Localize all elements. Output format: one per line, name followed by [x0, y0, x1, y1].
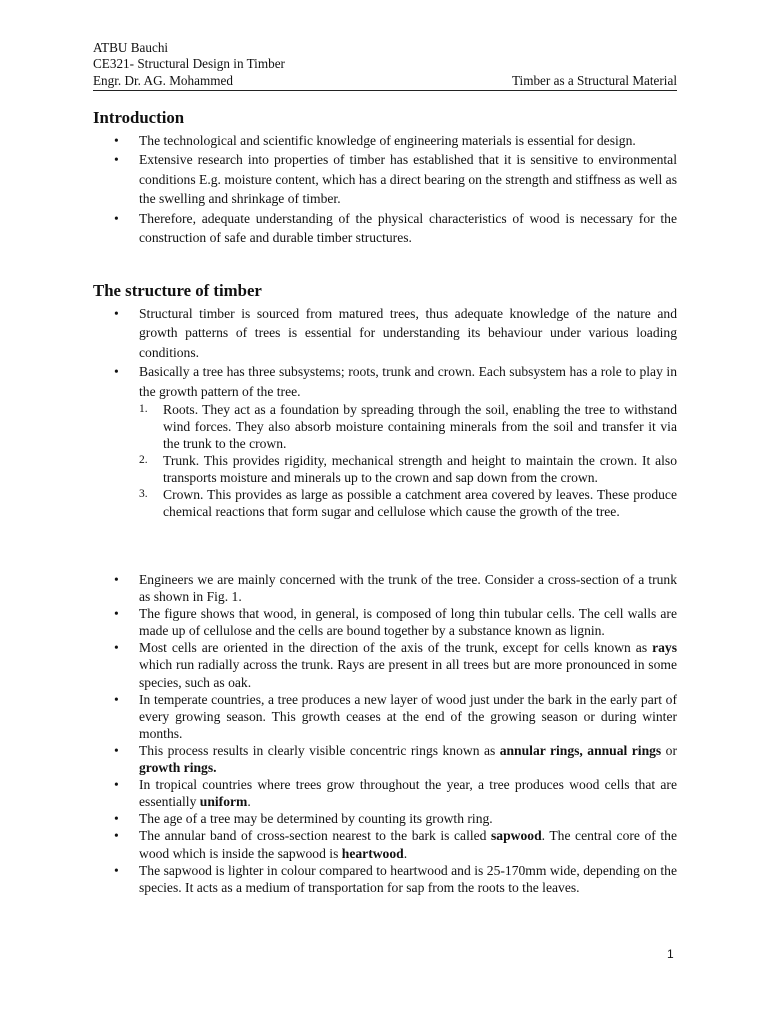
text-run: This process results in clearly visible concentric rings known as — [139, 742, 500, 758]
list-item — [114, 639, 677, 690]
subsystem-list — [139, 401, 677, 520]
subsystem-item — [139, 401, 677, 452]
header-topic: Timber as a Structural Material — [511, 72, 677, 88]
bold-term: annular rings, annual rings — [499, 742, 662, 758]
trunk-list — [114, 571, 677, 896]
list-item — [114, 776, 677, 810]
page-number: 1 — [667, 947, 674, 961]
list-item: • The technological and scientific knowledge of engineering materials is essential for design. — [114, 131, 677, 150]
item-number: 2. — [139, 454, 148, 467]
list-item: • Extensive research into properties of timber has established that it is sensitive to environmental conditions E.g. moisture content, which has a direct bearing on the strength and stiffness as well as the swelling and shrinkage of timber. — [114, 150, 677, 208]
header-course: CE321- Structural Design in Timber — [93, 56, 285, 72]
list-item: • The age of a tree may be determined by counting its growth ring. — [114, 810, 677, 827]
list-item — [114, 827, 677, 861]
list-item: • The figure shows that wood, in general, is composed of long thin tubular cells. The cell walls are made up of cellulose and the cells are bound together by a substance known as lignin. — [114, 605, 677, 639]
bold-term: uniform — [199, 794, 248, 810]
text-run: . — [403, 845, 408, 861]
bold-term: sapwood — [491, 828, 542, 844]
text-run: or — [661, 742, 677, 758]
subsystem-item — [139, 486, 677, 520]
header-divider — [93, 90, 677, 91]
bold-term: growth rings. — [139, 760, 217, 776]
subsystem-item — [139, 452, 677, 486]
structure-list — [114, 304, 677, 520]
list-item — [114, 742, 677, 776]
list-item: • The sapwood is lighter in colour compared to heartwood and is 25-170mm wide, depending on the species. It acts as a medium of transportation for sap from the roots to the leaves. — [114, 862, 677, 896]
list-item — [114, 362, 677, 520]
bold-term: heartwood — [341, 845, 404, 861]
header-author: Engr. Dr. AG. Mohammed — [93, 72, 233, 88]
text-run: In tropical countries where trees grow throughout the year, a tree produces wood cells that are essentially — [139, 777, 677, 810]
section-heading-structure: The structure of timber — [93, 281, 262, 300]
list-item: • In temperate countries, a tree produces a new layer of wood just under the bark in the early part of every growing season. This growth ceases at the end of the growing season or during winter months. — [114, 691, 677, 742]
list-item: • Engineers we are mainly concerned with the trunk of the tree. Consider a cross-section of a trunk as shown in Fig. 1. — [114, 571, 677, 605]
section-heading-introduction: Introduction — [93, 108, 185, 127]
introduction-list — [114, 131, 677, 247]
item-number: 1. — [139, 403, 148, 416]
bold-term: rays — [652, 640, 677, 656]
list-item-text: Basically a tree has three subsystems; roots, trunk and crown. Each subsystem has a role to play in the growth pattern of the tree. — [139, 364, 677, 399]
text-run: which run radially across the trunk. Rays are present in all trees but are more pronounced in some species, such as oak. — [139, 657, 677, 690]
list-item: • Therefore, adequate understanding of the physical characteristics of wood is necessary for the construction of safe and durable timber structures. — [114, 209, 677, 248]
text-run: . — [247, 794, 251, 810]
subsystem-text: Crown. This provides as large as possible a catchment area covered by leaves. These produce chemical reactions that form sugar and cellulose which cause the growth of the tree. — [163, 487, 677, 520]
header-line — [93, 73, 677, 89]
list-item: • Structural timber is sourced from matured trees, thus adequate knowledge of the nature and growth patterns of trees is essential for understanding its behaviour under various loading conditions. — [114, 304, 677, 362]
text-run: . The central core of the wood which is inside the sapwood is — [139, 828, 677, 861]
subsystem-text: Roots. They act as a foundation by spreading through the soil, enabling the tree to withstand wind forces. They also absorb moisture containing minerals from the soil and transfer it via the trunk to the crown. — [163, 402, 677, 452]
item-number: 3. — [139, 488, 148, 501]
page-header — [93, 40, 677, 89]
header-institution: ATBU Bauchi — [93, 40, 169, 55]
text-run: Most cells are oriented in the direction of the axis of the trunk, except for cells known as — [139, 640, 653, 656]
text-run: The annular band of cross-section nearest to the bark is called — [139, 828, 492, 844]
subsystem-text: Trunk. This provides rigidity, mechanical strength and height to maintain the crown. It also transports moisture and minerals up to the crown and sap down from the crown. — [163, 453, 677, 486]
